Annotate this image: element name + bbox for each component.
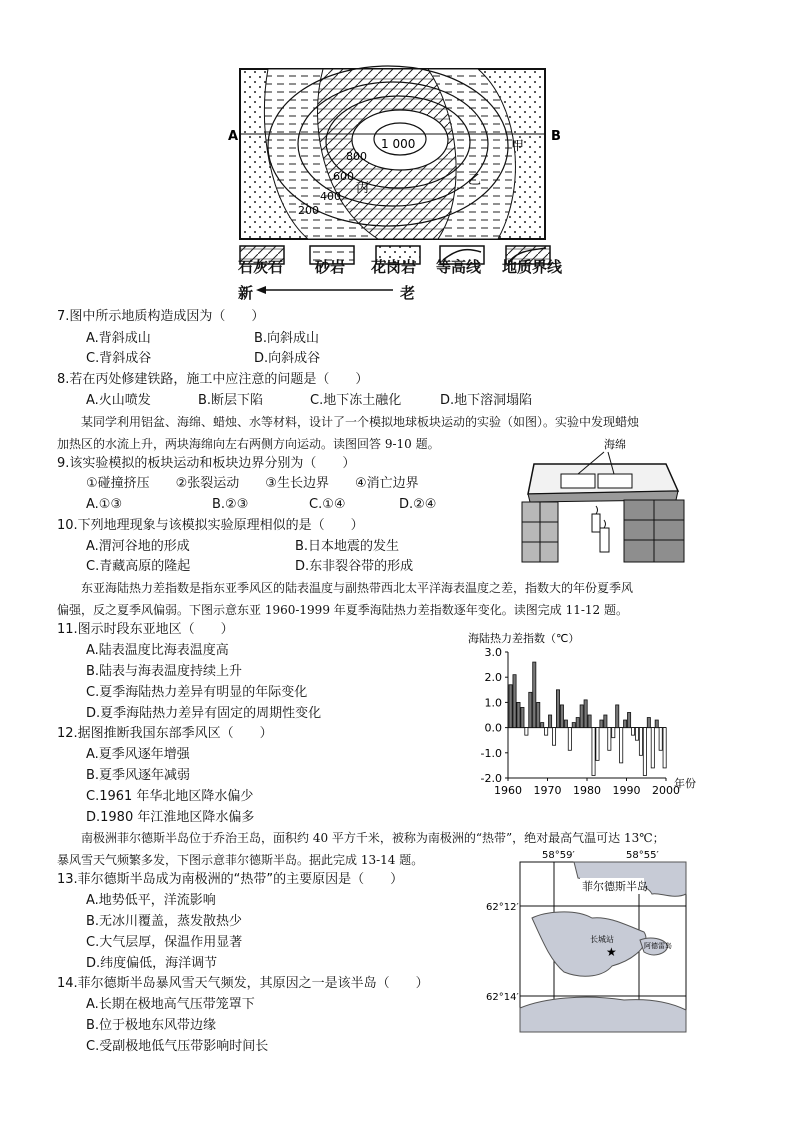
lat-label-2: 62°14′ — [486, 992, 519, 1003]
bar — [517, 702, 520, 727]
sponge-label: 海绵 — [604, 438, 626, 451]
bar — [584, 700, 587, 728]
island-label: 阿德雷岛 — [644, 942, 672, 950]
y-tick-label: 3.0 — [484, 646, 502, 659]
bar — [628, 712, 631, 727]
bar — [521, 707, 524, 727]
intro-11-12-line2: 偏强，反之夏季风偏弱。下图示意东亚 1960-1999 年夏季海陆热力差指数逐年变化。读图完成 11-12 题。 — [57, 603, 628, 617]
q8-option-b[interactable]: B.断层下陷 — [198, 393, 264, 408]
bar — [631, 728, 634, 736]
bar — [525, 728, 528, 736]
q10-option-d[interactable]: D.东非裂谷带的形成 — [295, 559, 414, 574]
bar — [509, 685, 512, 728]
station-label: 长城站 — [590, 935, 614, 944]
x-tick-label: 1980 — [573, 784, 601, 797]
intro-9-10-line2: 加热区的水流上升，两块海绵向左右两侧方向运动。读图回答 9-10 题。 — [57, 437, 440, 451]
q10-stem: 10.下列地理现象与该模拟实验原理相似的是（ ） — [57, 518, 364, 533]
q11-option-d[interactable]: D.夏季海陆热力差异有固定的周期性变化 — [86, 706, 322, 721]
y-tick-label: 2.0 — [484, 671, 502, 685]
bar — [616, 705, 619, 728]
bar — [549, 715, 552, 728]
q14-option-c[interactable]: C.受副极地低气压带影响时间长 — [86, 1039, 269, 1054]
contour-label: 1 000 — [381, 137, 416, 151]
bar — [639, 728, 642, 756]
y-tick-label: 1.0 — [484, 696, 502, 710]
q10-option-c[interactable]: C.青藏高原的隆起 — [86, 559, 191, 574]
bar — [552, 728, 555, 746]
q7-option-c[interactable]: C.背斜成谷 — [86, 351, 152, 366]
bar — [572, 723, 575, 728]
q7-option-a[interactable]: A.背斜成山 — [86, 331, 151, 346]
intro-11-12-line1: 东亚海陆热力差指数是指东亚季风区的陆表温度与副热带西北太平洋海表温度之差，指数大的年份夏季风 — [57, 581, 634, 595]
y-tick-label: -1.0 — [480, 746, 502, 760]
bar — [564, 720, 567, 728]
x-tick-label: 1990 — [612, 784, 641, 797]
q13-stem: 13.菲尔德斯半岛成为南极洲的“热带”的主要原因是（ ） — [57, 872, 404, 887]
q8-option-a[interactable]: A.火山喷发 — [86, 393, 151, 408]
contour-label: 800 — [346, 150, 367, 163]
bar — [620, 728, 623, 763]
point-yi: 乙 — [468, 173, 482, 188]
sea-land-thermal-chart — [460, 626, 710, 806]
legend-contour: 等高线 — [436, 258, 482, 276]
q9-option-a[interactable]: A.①③ — [86, 497, 123, 512]
bar — [541, 723, 544, 728]
label-b: B — [551, 129, 561, 144]
chart-xlabel: 年份 — [674, 777, 696, 790]
q7-option-d[interactable]: D.向斜成谷 — [254, 351, 321, 366]
legend-sandstone: 砂岩 — [315, 258, 346, 276]
bar — [592, 728, 595, 776]
x-tick-label: 1960 — [494, 784, 522, 797]
legend-boundary: 地质界线 — [502, 258, 563, 276]
y-tick-label: 0.0 — [484, 721, 502, 735]
q12-option-c[interactable]: C.1961 年华北地区降水偏少 — [86, 789, 254, 804]
label-a: A — [228, 129, 239, 144]
q9-option-d[interactable]: D.②④ — [399, 497, 437, 512]
intro-13-14-line1: 南极洲菲尔德斯半岛位于乔治王岛，面积约 40 平方千米，被称为南极洲的“热带”，绝对最高气温可达 13℃； — [57, 831, 665, 845]
bar — [635, 728, 638, 741]
bar — [643, 728, 646, 776]
q11-option-a[interactable]: A.陆表温度比海表温度高 — [86, 643, 229, 658]
q9-option-c[interactable]: C.①④ — [309, 497, 346, 512]
q13-option-a[interactable]: A.地势低平，洋流影响 — [86, 893, 216, 908]
bar — [624, 720, 627, 728]
q13-option-d[interactable]: D.纬度偏低，海洋调节 — [86, 956, 218, 971]
q8-stem: 8.若在丙处修建铁路，施工中应注意的问题是（ ） — [57, 372, 369, 387]
bar — [600, 720, 603, 728]
bar — [580, 705, 583, 728]
bar — [612, 728, 615, 738]
q13-option-b[interactable]: B.无冰川覆盖，蒸发散热少 — [86, 914, 243, 929]
q9-option-b[interactable]: B.②③ — [212, 497, 249, 512]
bar — [659, 728, 662, 751]
bar — [545, 728, 548, 736]
bar — [588, 715, 591, 728]
fildes-peninsula-map — [484, 848, 724, 1036]
q13-option-c[interactable]: C.大气层厚，保温作用显著 — [86, 935, 243, 950]
contour-label: 200 — [298, 204, 319, 217]
q12-option-d[interactable]: D.1980 年江淮地区降水偏多 — [86, 810, 255, 825]
q8-option-d[interactable]: D.地下溶洞塌陷 — [440, 393, 533, 408]
legend-limestone: 石灰石 — [238, 258, 284, 276]
age-old: 老 — [400, 284, 416, 302]
q12-stem: 12.据图推断我国东部季风区（ ） — [57, 726, 273, 741]
q7-option-b[interactable]: B.向斜成山 — [254, 331, 320, 346]
q12-option-b[interactable]: B.夏季风逐年减弱 — [86, 768, 191, 783]
point-bing: 丙 — [356, 181, 370, 196]
age-new: 新 — [238, 284, 254, 302]
q10-option-a[interactable]: A.渭河谷地的形成 — [86, 539, 190, 554]
intro-13-14-line2: 暴风雪天气频繁多发，下图示意菲尔德斯半岛。据此完成 13-14 题。 — [57, 853, 424, 867]
q10-option-b[interactable]: B.日本地震的发生 — [295, 539, 400, 554]
bar — [560, 705, 563, 728]
q11-option-c[interactable]: C.夏季海陆热力差异有明显的年际变化 — [86, 685, 308, 700]
bar — [604, 715, 607, 728]
lon-label-2: 58°55′ — [626, 850, 659, 861]
q7-stem: 7.图中所示地质构造成因为（ ） — [57, 309, 265, 324]
lon-label-1: 58°59′ — [542, 850, 575, 861]
y-tick-label: -2.0 — [480, 772, 502, 785]
q12-option-a[interactable]: A.夏季风逐年增强 — [86, 747, 190, 762]
bar — [529, 692, 532, 727]
bar — [608, 728, 611, 751]
q11-option-b[interactable]: B.陆表与海表温度持续上升 — [86, 664, 243, 679]
q14-option-a[interactable]: A.长期在极地高气压带笼罩下 — [86, 997, 255, 1012]
contour-label: 400 — [320, 190, 341, 203]
bar — [533, 662, 536, 728]
q8-option-c[interactable]: C.地下冻土融化 — [310, 393, 402, 408]
bar — [568, 728, 571, 751]
bar — [647, 718, 650, 728]
q14-stem: 14.菲尔德斯半岛暴风雪天气频发，其原因之一是该半岛（ ） — [57, 976, 429, 991]
point-jia: 甲 — [511, 139, 525, 154]
bar — [556, 690, 559, 728]
legend-granite: 花岗岩 — [371, 258, 417, 276]
experiment-figure — [516, 436, 691, 566]
bar — [663, 728, 666, 768]
q11-stem: 11.图示时段东亚地区（ ） — [57, 622, 234, 637]
q14-option-b[interactable]: B.位于极地东风带边缘 — [86, 1018, 217, 1033]
bar — [576, 718, 579, 728]
q9-statements: ①碰撞挤压 ②张裂运动 ③生长边界 ④消亡边界 — [86, 476, 419, 491]
station-star-icon: ★ — [606, 945, 617, 959]
x-tick-label: 1970 — [533, 784, 562, 797]
lat-label-1: 62°12′ — [486, 902, 519, 913]
bar — [537, 702, 540, 727]
x-tick-label: 2000 — [652, 784, 680, 797]
map-title: 菲尔德斯半岛 — [582, 880, 648, 893]
intro-9-10-line1: 某同学利用铝盆、海绵、蜡烛、水等材料，设计了一个模拟地球板块运动的实验（如图）。实验中发现蜡烛 — [57, 415, 640, 429]
bar — [651, 728, 654, 768]
bar — [596, 728, 599, 761]
bar — [513, 675, 516, 728]
chart-title: 海陆热力差指数（℃） — [468, 632, 580, 645]
contour-label: 600 — [333, 170, 354, 183]
bar — [655, 720, 658, 728]
q9-stem: 9.该实验模拟的板块运动和板块边界分别为（ ） — [57, 456, 356, 471]
